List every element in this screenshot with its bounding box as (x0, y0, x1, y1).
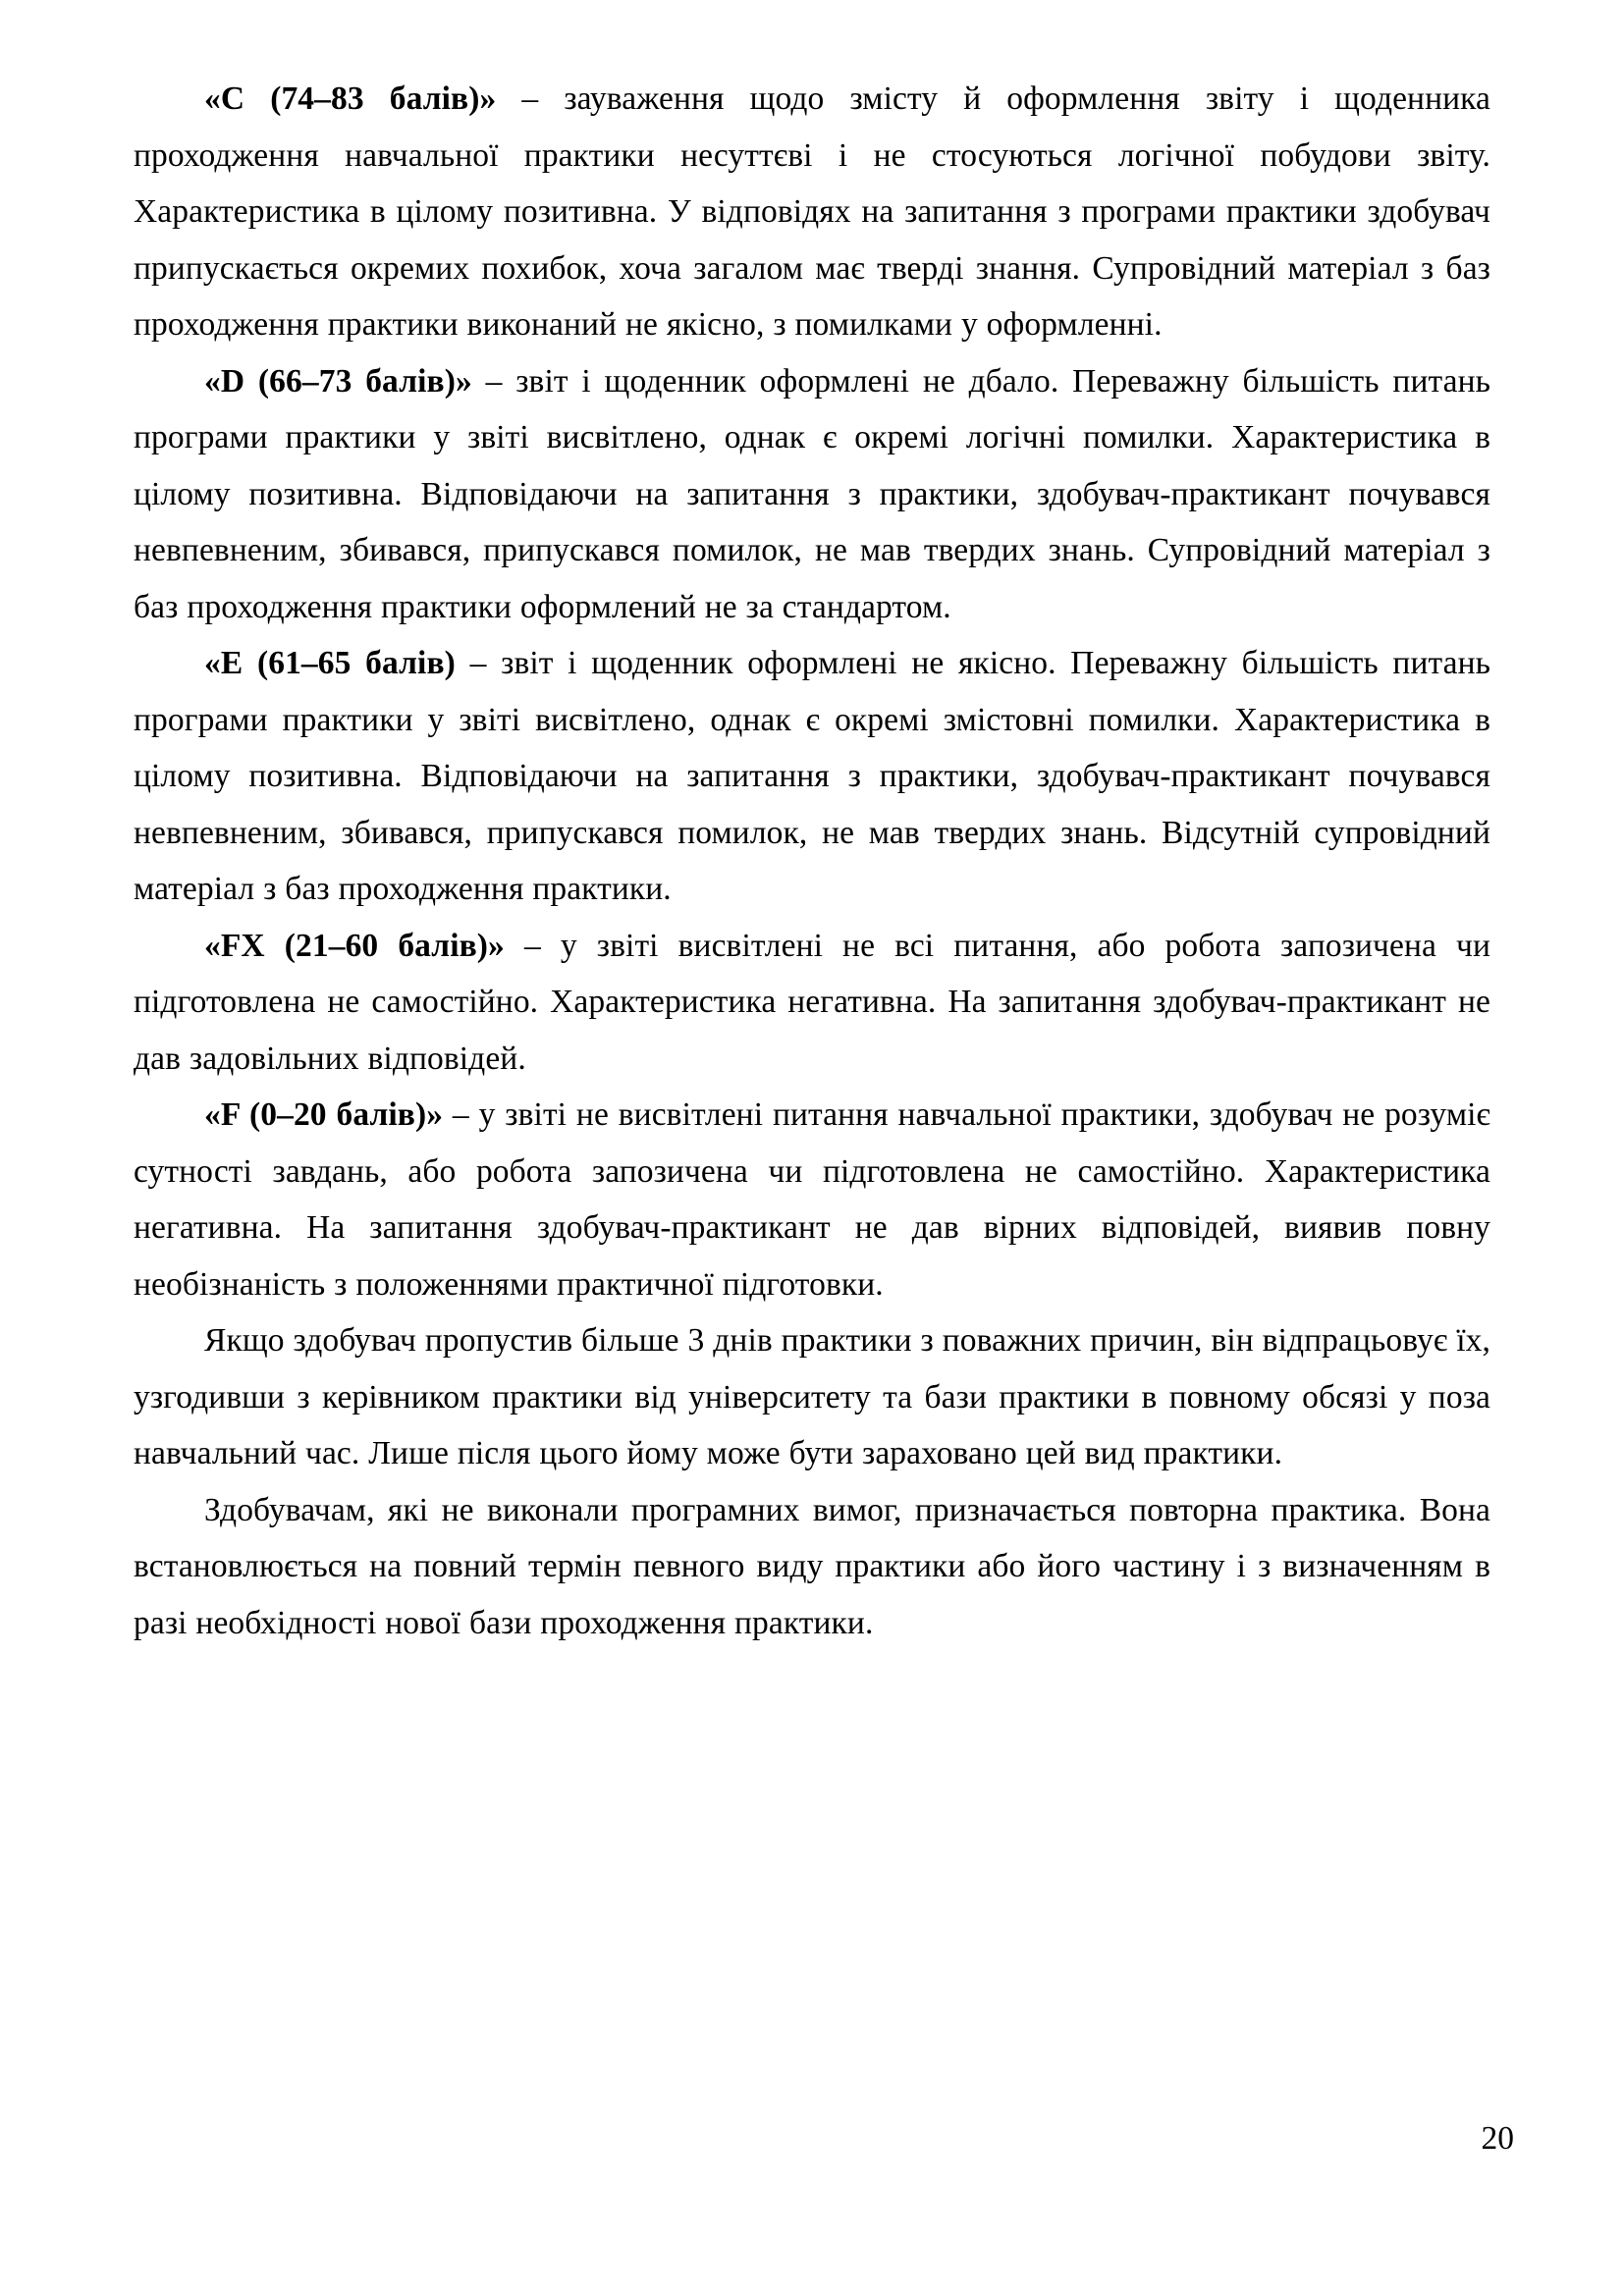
grade-body-e: – звіт і щоденник оформлені не якісно. Переважну більшість питань програми практики у звіті висвітлено, однак є окремі змістовні помилки. Характеристика в цілому позитивна. Відповідаючи на запитання з практики, здобувач-практикант почувався невпевненим, збивався, припускався помилок, не мав твердих знань. Відсутній супровідний матеріал з баз проходження практики. (134, 645, 1491, 907)
paragraph-grade-f (134, 1087, 1490, 1312)
grade-body-f: – у звіті не висвітлені питання навчальної практики, здобувач не розуміє сутності завдань, або робота запозичена чи підготовлена не самостійно. Характеристика негативна. На запитання здобувач-практикант не дав вірних відповідей, виявив повну необізнаність з положеннями практичної підготовки. (134, 1096, 1491, 1303)
paragraph-grade-e (134, 635, 1490, 918)
page-number: 20 (1481, 2120, 1514, 2157)
paragraph-grade-d (134, 353, 1490, 636)
grade-label-fx: «FX (21–60 балів)» (204, 927, 505, 964)
grade-label-f: «F (0–20 балів)» (204, 1096, 444, 1133)
absence-policy-body: Якщо здобувач пропустив більше 3 днів практики з поважних причин, він відпрацьовує їх, узгодивши з керівником практики від університету та бази практики в повному обсязі у поза навчальний час. Лише після цього йому може бути зараховано цей вид практики. (134, 1322, 1490, 1471)
grade-label-c: «C (74–83 балів)» (204, 80, 497, 117)
repeat-practice-body: Здобувачам, які не виконали програмних вимог, призначається повторна практика. Вона встановлюється на повний термін певного виду практики або його частину і з визначенням в разі необхідності нової бази проходження практики. (134, 1491, 1490, 1641)
grade-label-e: «E (61–65 балів) (204, 645, 456, 681)
grade-body-fx: – у звіті висвітлені не всі питання, або робота запозичена чи підготовлена не самостійно. Характеристика негативна. На запитання здобувач-практикант не дав задовільних відповідей. (134, 927, 1491, 1077)
page-body-text (134, 71, 1490, 1651)
grade-label-d: «D (66–73 балів)» (204, 362, 472, 400)
grade-body-c: – зауваження щодо змісту й оформлення звіту і щоденника проходження навчальної практики несуттєві і не стосуються логічної побудови звіту. Характеристика в цілому позитивна. У відповідях на запитання з програми практики здобувач припускається окремих похибок, хоча загалом має тверді знання. Супровідний матеріал з баз проходження практики виконаний не якісно, з помилками у оформленні. (134, 80, 1490, 343)
paragraph-grade-fx (134, 918, 1490, 1088)
paragraph-grade-c (134, 71, 1490, 353)
grade-body-d: – звіт і щоденник оформлені не дбало. Переважну більшість питань програми практики у звіті висвітлено, однак є окремі логічні помилки. Характеристика в цілому позитивна. Відповідаючи на запитання з практики, здобувач-практикант почувався невпевненим, збивався, припускався помилок, не мав твердих знань. Супровідний матеріал з баз проходження практики оформлений не за стандартом. (134, 362, 1490, 625)
paragraph-repeat-practice (134, 1482, 1490, 1652)
paragraph-absence-policy (134, 1312, 1490, 1482)
